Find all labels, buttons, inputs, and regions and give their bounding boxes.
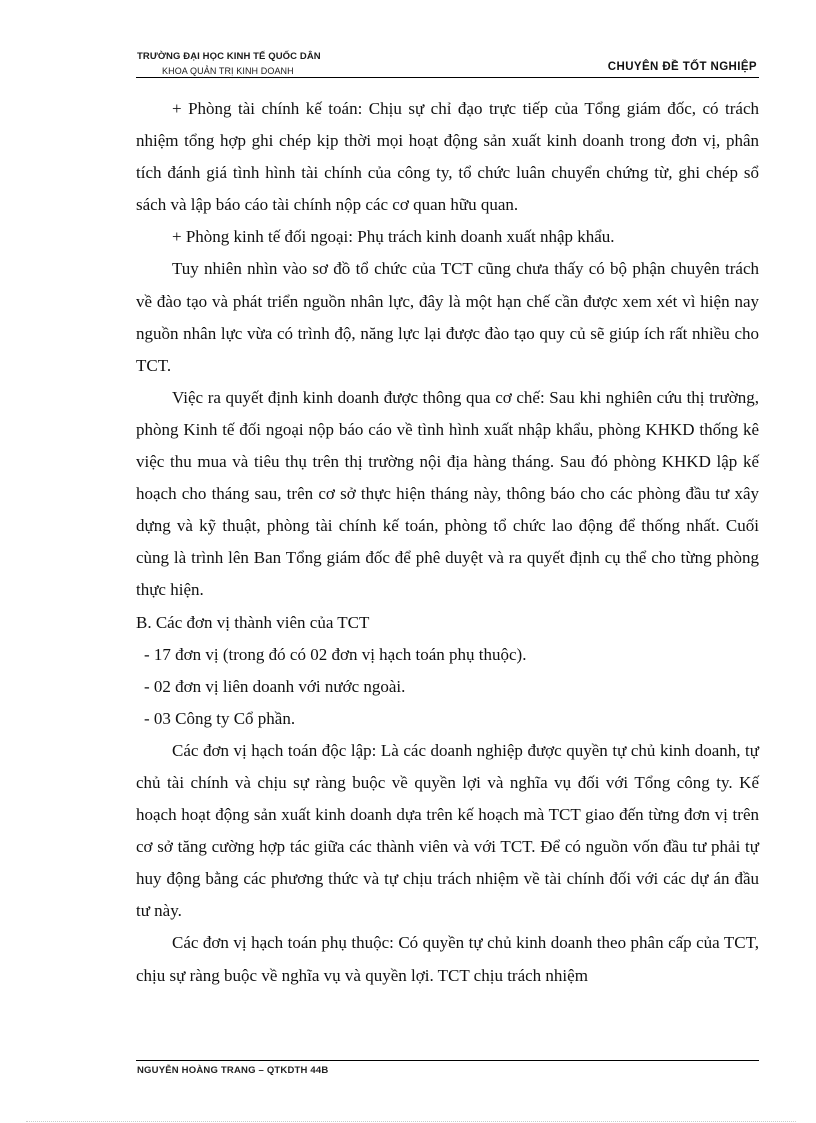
list-item: - 02 đơn vị liên doanh với nước ngoài.: [144, 676, 406, 696]
footer-author: NGUYỄN HOÀNG TRANG – QTKDTH 44B: [137, 1065, 329, 1076]
list-item: - 17 đơn vị (trong đó có 02 đơn vị hạch toán phụ thuộc).: [144, 644, 527, 664]
document-body: [136, 93, 759, 992]
paragraph-hr-observation: Tuy nhiên nhìn vào sơ đồ tổ chức của TCT cũng chưa thấy có bộ phận chuyên trách về đào tạo và phát triển nguồn nhân lực, đây là một hạn chế cần được xem xét vì hiện nay nguồn nhân lực vừa có trình độ, năng lực lại được đào tạo quy củ sẽ giúp ích rất nhiều cho TCT.: [136, 259, 759, 375]
footer-divider: [136, 1060, 759, 1061]
header-title: CHUYÊN ĐỀ TỐT NGHIỆP: [607, 61, 757, 73]
header-school: TRƯỜNG ĐẠI HỌC KINH TẾ QUỐC DÂN: [137, 51, 321, 62]
page-bottom-edge: [26, 1121, 796, 1122]
header-faculty: KHOA QUẢN TRỊ KINH DOANH: [162, 66, 294, 76]
paragraph-decision-process: Việc ra quyết định kinh doanh được thông qua cơ chế: Sau khi nghiên cứu thị trường, phòng Kinh tế đối ngoại nộp báo cáo về tình hình xuất nhập khẩu, phòng KHKD thống kê việc thu mua và tiêu thụ trên thị trường nội địa hàng tháng. Sau đó phòng KHKD lập kế hoạch cho tháng sau, trên cơ sở thực hiện tháng này, thông báo cho các phòng đầu tư xây dựng và kỹ thuật, phòng tài chính kế toán, phòng tổ chức lao động để thống nhất. Cuối cùng là trình lên Ban Tổng giám đốc để phê duyệt và ra quyết định cụ thể cho từng phòng thực hiện.: [136, 387, 759, 600]
list-item: - 03 Công ty Cổ phần.: [144, 708, 296, 728]
paragraph-independent-units: Các đơn vị hạch toán độc lập: Là các doanh nghiệp được quyền tự chủ kinh doanh, tự chủ tài chính và chịu sự ràng buộc về quyền lợi và nghĩa vụ đối với Tổng công ty. Kế hoạch hoạt động sản xuất kinh doanh dựa trên kế hoạch mà TCT giao đến từng đơn vị trên cơ sở tăng cường hợp tác giữa các thành viên và với TCT. Để có nguồn vốn đầu tư phải tự huy động bằng các phương thức và tự chịu trách nhiệm về tài chính đối với các dự án đầu tư này.: [136, 740, 759, 921]
section-heading-member-units: B. Các đơn vị thành viên của TCT: [136, 612, 370, 632]
paragraph-dependent-units: Các đơn vị hạch toán phụ thuộc: Có quyền tự chủ kinh doanh theo phân cấp của TCT, chịu sự ràng buộc về nghĩa vụ và quyền lợi. TCT chịu trách nhiệm: [136, 933, 759, 985]
header-institution: [137, 50, 321, 78]
paragraph-finance-dept: + Phòng tài chính kế toán: Chịu sự chỉ đạo trực tiếp của Tổng giám đốc, có trách nhiệm tổng hợp ghi chép kịp thời mọi hoạt động sản xuất kinh doanh trong đơn vị, phân tích đánh giá tình hình tài chính của công ty, tổ chức luân chuyển chứng từ, ghi chép sổ sách và lập báo cáo tài chính nộp các cơ quan hữu quan.: [136, 99, 759, 215]
paragraph-foreign-trade-dept: + Phòng kinh tế đối ngoại: Phụ trách kinh doanh xuất nhập khẩu.: [172, 227, 615, 247]
header-divider: [136, 77, 759, 78]
